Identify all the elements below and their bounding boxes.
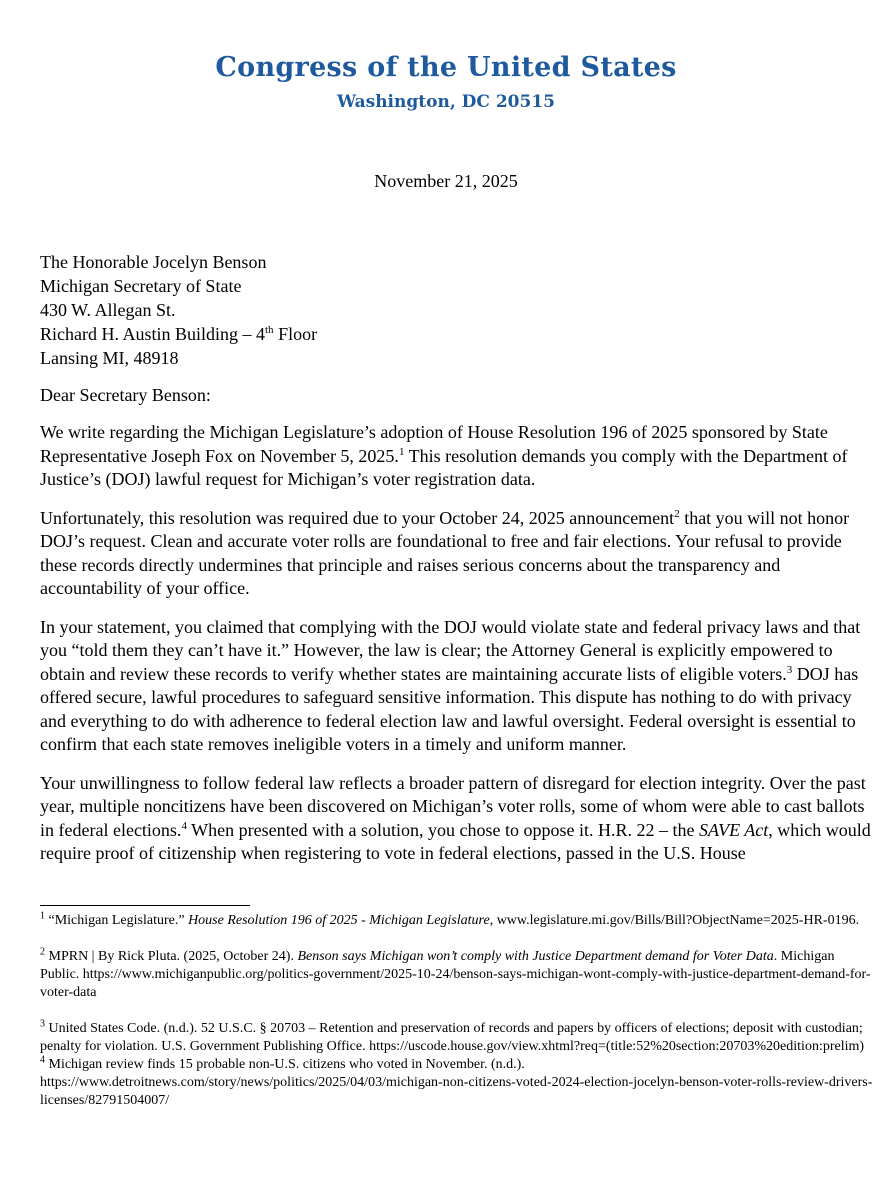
- footnotes: [40, 912, 874, 1110]
- footnote-text: , www.legislature.mi.gov/Bills/Bill?ObjectName=2025-HR-0196.: [489, 913, 860, 928]
- address-line: Lansing MI, 48918: [40, 348, 179, 368]
- address-text: Richard H. Austin Building – 4: [40, 324, 265, 344]
- footnote-number: 3: [40, 1018, 45, 1030]
- body-paragraph: [40, 421, 874, 492]
- footnote-number: 2: [40, 946, 45, 958]
- footnote-text: Michigan review finds 15 probable non-U.S. citizens who voted in November. (n.d.). https://www.detroitnews.com/story/news/politics/2025/04/03/michigan-non-citizens-voted-2024-election-jocelyn-benson-voter-rolls-review-drivers-licenses/82791504007/: [40, 1057, 873, 1108]
- paragraph-text: When presented with a solution, you chose to oppose it. H.R. 22 – the: [186, 819, 700, 840]
- paragraph-text: Unfortunately, this resolution was required due to your October 24, 2025 announcement: [40, 507, 675, 528]
- superscript: th: [265, 324, 274, 336]
- recipient-address: [40, 250, 317, 370]
- footnote-4: [40, 1056, 874, 1110]
- address-line: [40, 322, 317, 346]
- address-line: 430 W. Allegan St.: [40, 300, 176, 320]
- paragraph-text: This resolution demands you comply with the Department of Justice’s (DOJ) lawful request for Michigan’s voter registration data.: [40, 445, 848, 489]
- address-line: Michigan Secretary of State: [40, 276, 242, 296]
- body-paragraph: [40, 772, 874, 866]
- footnote-ref: 3: [786, 663, 793, 676]
- footnote-divider: [40, 905, 250, 906]
- footnote-title: Benson says Michigan won’t comply with Justice Department demand for Voter Data: [297, 949, 774, 964]
- footnote-ref: 4: [181, 819, 187, 832]
- paragraph-text: Your unwillingness to follow federal law reflects a broader pattern of disregard for election integrity. Over the past year, multiple noncitizens have been discovered on Michigan’s voter rolls, some of whom were able to cast ballots in federal elections.: [40, 772, 866, 840]
- paragraph-text: We write regarding the Michigan Legislature’s adoption of House Resolution 196 of 2025 sponsored by State Representative Joseph Fox on November 5, 2025.: [40, 422, 828, 466]
- salutation: Dear Secretary Benson:: [40, 385, 211, 405]
- paragraph-text: DOJ has offered secure, lawful procedures to safeguard sensitive information. This dispute has nothing to do with privacy and everything to do with adherence to federal election law and lawful oversight. Federal oversight is essential to confirm that each state removes ineligible voters in a timely and uniform manner.: [40, 663, 859, 754]
- paragraph-text: that you will not honor DOJ’s request. Clean and accurate voter rolls are foundational to free and fair elections. Your refusal to provide these records directly undermines that principle and raises serious concerns about the transparency and accountability of your office.: [40, 507, 850, 598]
- footnote-text: “Michigan Legislature.”: [45, 913, 189, 928]
- letter-date: November 21, 2025: [374, 171, 518, 191]
- footnote-text: United States Code. (n.d.). 52 U.S.C. § 20703 – Retention and preservation of records and papers by officers of elections; deposit with custodian; penalty for violation. U.S. Government Publishing Office. https://uscode.house.gov/view.xhtml?req=(title:52%20section:20703%20edition:prelim): [40, 1021, 865, 1054]
- paragraph-text: In your statement, you claimed that complying with the DOJ would violate state and federal privacy laws and that you “told them they can’t have it.” However, the law is clear; the Attorney General is explicitly empowered to obtain and review these records to verify whether states are maintaining accurate lists of eligible voters.: [40, 616, 861, 684]
- address-text: Floor: [273, 324, 318, 344]
- footnote-ref: 1: [398, 445, 405, 458]
- paragraph-text: , which would require proof of citizenship when registering to vote in federal elections, passed in the U.S. House: [40, 819, 871, 863]
- footnote-title: House Resolution 196 of 2025 - Michigan Legislature: [188, 913, 490, 928]
- letterhead-title: Congress of the United States: [215, 52, 677, 83]
- footnote-3: [40, 1020, 874, 1056]
- body-paragraph: [40, 507, 874, 601]
- footnote-text: . Michigan Public. https://www.michiganpublic.org/politics-government/2025-10-24/benson-says-michigan-wont-comply-with-justice-department-demand-for-voter-data: [40, 949, 871, 1000]
- letter-body: [40, 421, 874, 881]
- footnote-number: 1: [40, 910, 45, 922]
- address-line: The Honorable Jocelyn Benson: [40, 252, 267, 272]
- footnote-2: [40, 948, 874, 1002]
- footnote-number: 4: [40, 1054, 45, 1066]
- footnote-1: [40, 912, 874, 930]
- act-name: SAVE Act: [699, 819, 769, 840]
- letterhead: [0, 50, 892, 114]
- body-paragraph: [40, 616, 874, 757]
- footnote-text: MPRN | By Rick Pluta. (2025, October 24).: [45, 949, 298, 964]
- letterhead-subtitle: Washington, DC 20515: [337, 92, 555, 112]
- footnote-ref: 2: [674, 507, 680, 520]
